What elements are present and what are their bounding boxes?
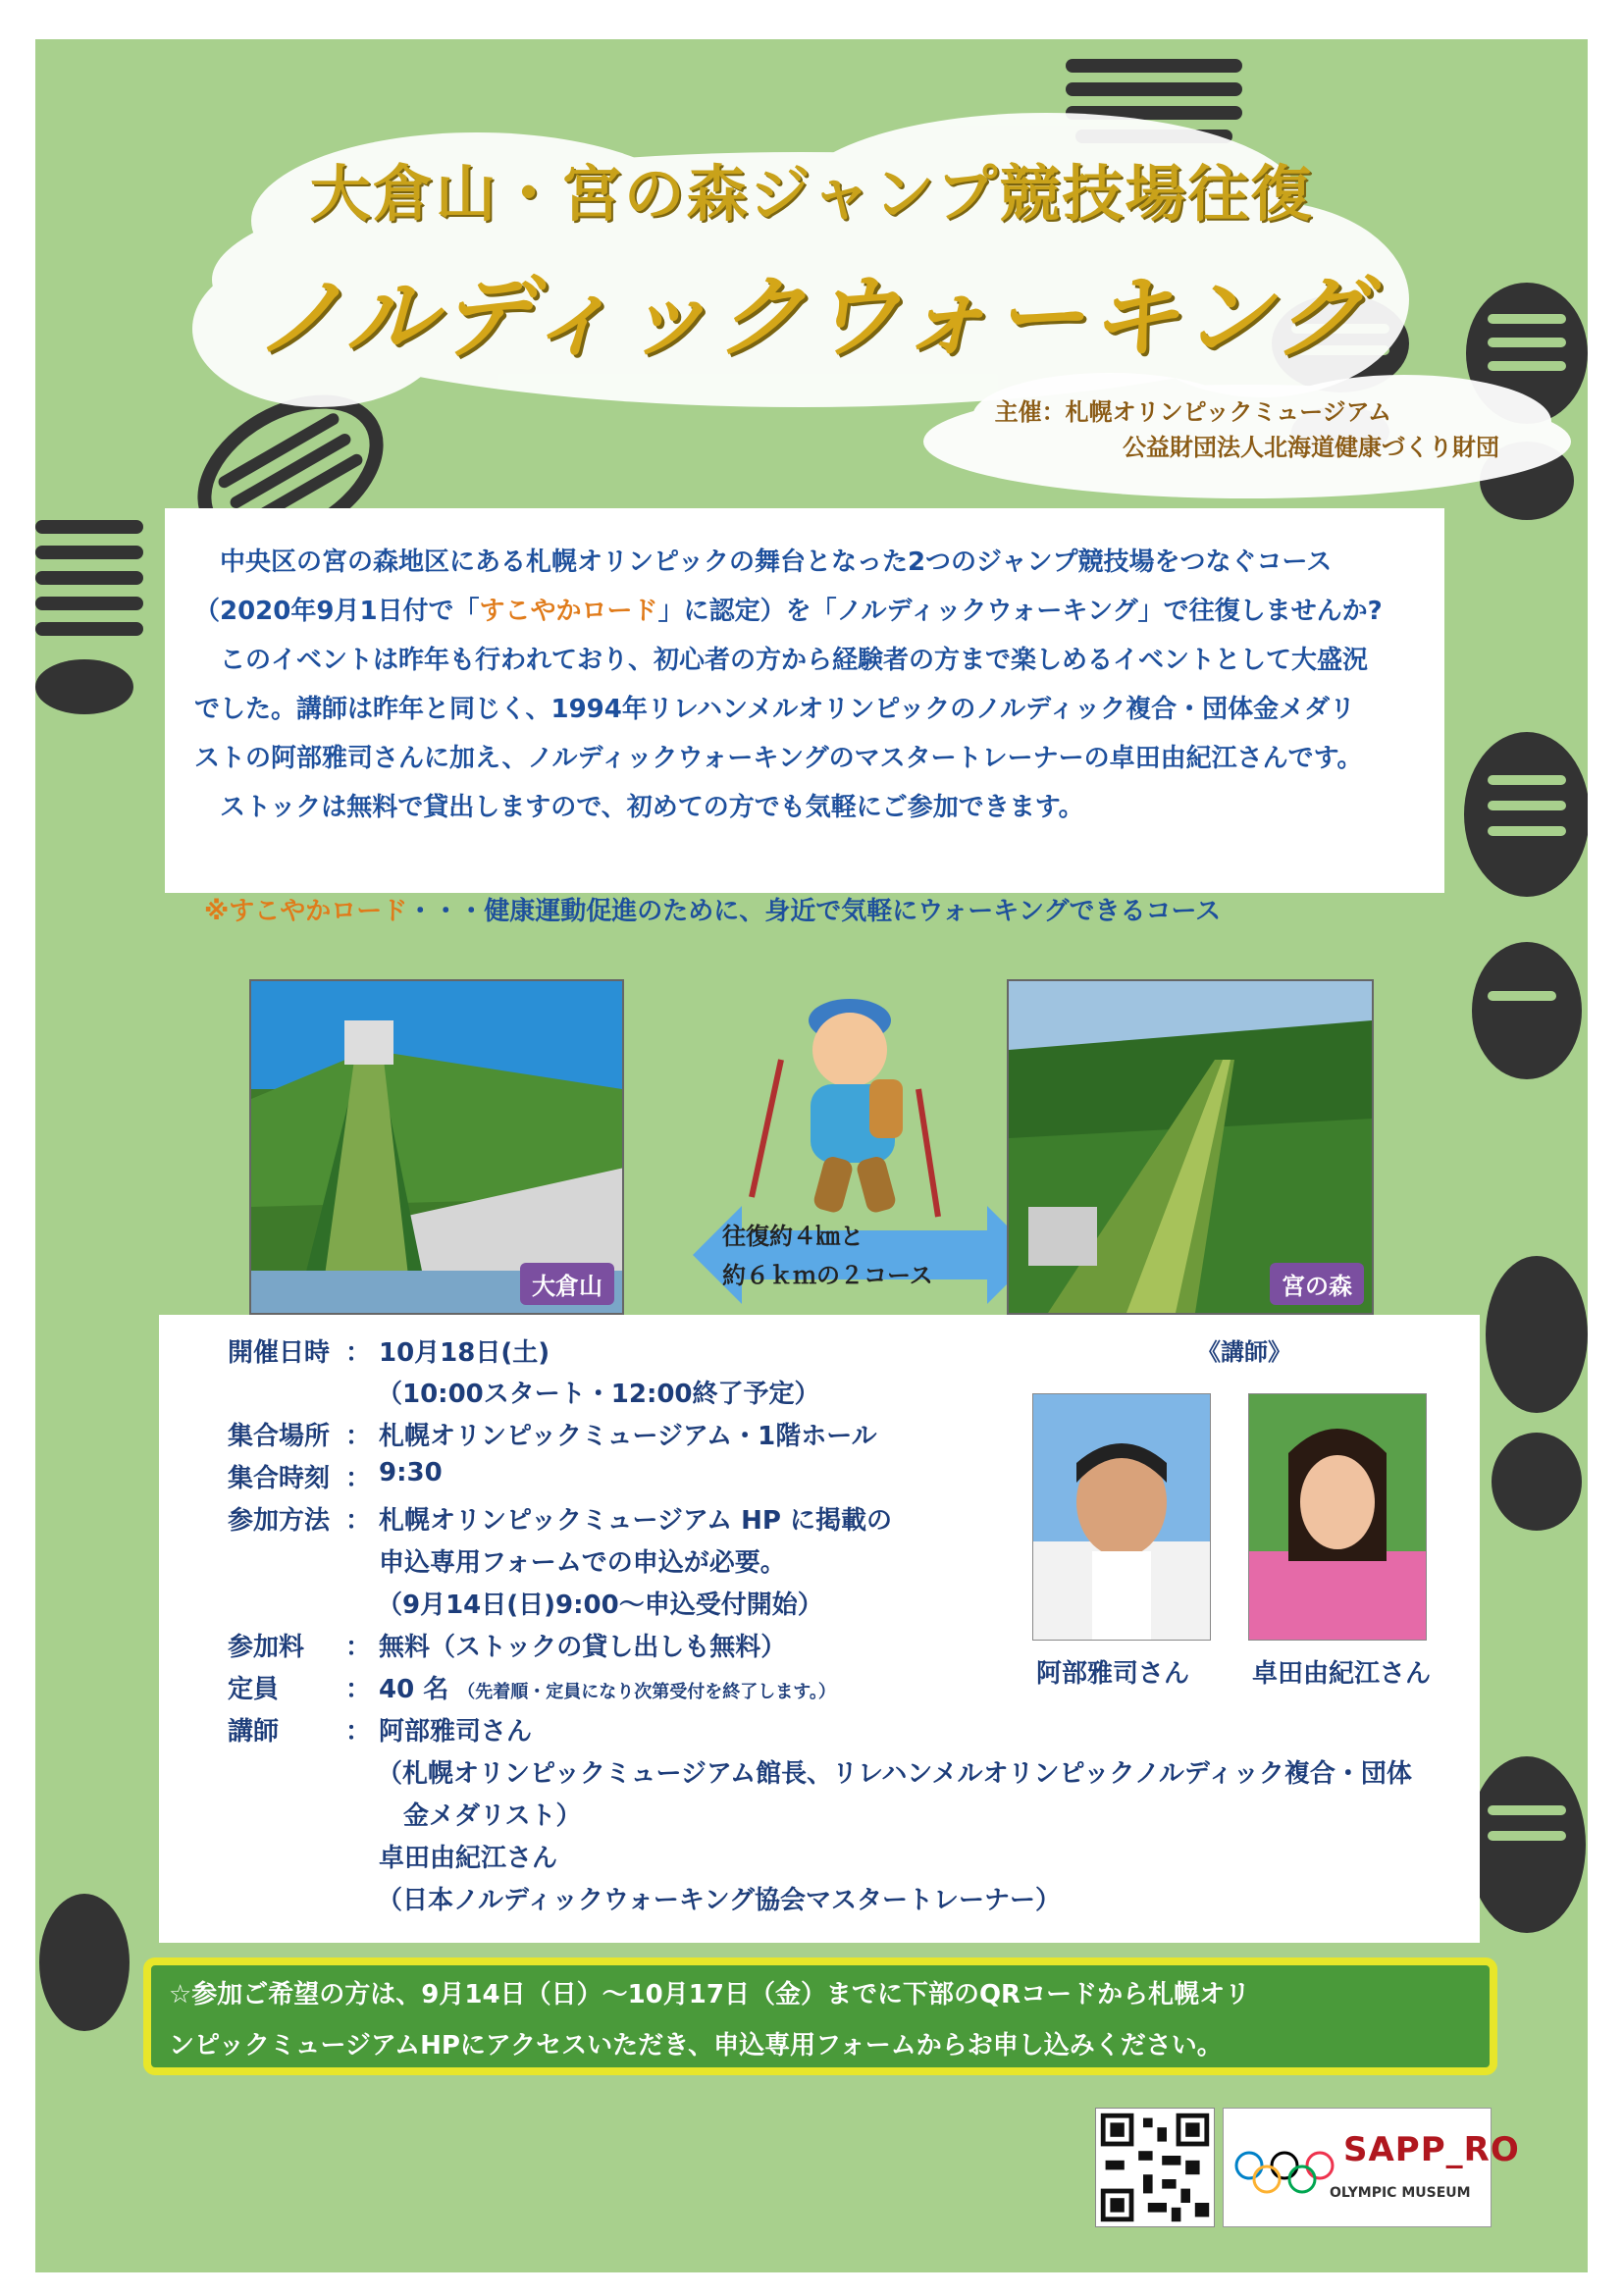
- sapporo-logo-text: SAPP_RO: [1343, 2130, 1520, 2169]
- intro-text: [194, 538, 1431, 832]
- date-label: 開催日時: [228, 1338, 331, 1368]
- method-label: 参加方法: [228, 1506, 331, 1536]
- capacity-value: [379, 1669, 836, 1705]
- method-value1: 札幌オリンピックミュージアム HP に掲載の: [379, 1506, 893, 1536]
- miyanomori-label: 宮の森: [1270, 1263, 1364, 1305]
- fee-colon: ：: [345, 1633, 372, 1662]
- meet-time-value: 9:30: [379, 1458, 443, 1487]
- olympic-rings-icon: [1233, 2148, 1335, 2197]
- date-value: 10月18日(土): [379, 1338, 550, 1368]
- footprint-icon: [1468, 1246, 1588, 1540]
- fee-label: 参加料: [228, 1633, 305, 1662]
- title-line2: ノルディックウォーキング: [254, 265, 1369, 370]
- lecturer2-portrait: [1249, 1394, 1426, 1640]
- lecturer-colon: ：: [345, 1717, 372, 1747]
- capacity-label: 定員: [228, 1675, 280, 1704]
- lecturer2-name: 卓田由紀江さん: [1252, 1659, 1432, 1689]
- intro-para2a: このイベントは昨年も行われており、初心者の方から経験者の方まで楽しめるイベントとして大盛況: [220, 646, 1369, 675]
- method-value2: 申込専用フォームでの申込が必要。: [379, 1548, 786, 1578]
- lecturer2-photo: [1248, 1393, 1427, 1641]
- sukoyaka-note: [204, 891, 1221, 927]
- intro-box: [165, 508, 1444, 893]
- qr-code[interactable]: [1095, 2108, 1215, 2227]
- meet-time-label: 集合時刻: [228, 1464, 331, 1493]
- intro-para1b-pre: （2020年9月1日付で「: [194, 597, 480, 626]
- lecturer1-portrait: [1033, 1394, 1210, 1640]
- intro-para1a: 中央区の宮の森地区にある札幌オリンピックの舞台となった2つのジャンプ競技場をつなぐコース: [220, 548, 1333, 577]
- apply-line1: ☆参加ご希望の方は、9月14日（日）～10月17日（金）までに下部のQRコードから札幌オリ: [169, 1980, 1251, 2009]
- sukoyaka-road-highlight: すこやかロード: [479, 597, 658, 626]
- venue-colon: ：: [345, 1422, 372, 1451]
- lecturer1-desc1: （札幌オリンピックミュージアム館長、リレハンメルオリンピックノルディック複合・団体: [377, 1759, 1412, 1789]
- footprint-icon: [35, 1884, 143, 2041]
- note-rest: ・・・健康運動促進のために、身近で気軽にウォーキングできるコース: [407, 897, 1222, 926]
- miyanomori-photo: [1007, 979, 1374, 1315]
- lecturer2-desc: （日本ノルディックウォーキング協会マスタートレーナー）: [377, 1886, 1062, 1915]
- intro-para1b-post: 」に認定）を「ノルディックウォーキング」で往復しませんか?: [657, 597, 1383, 626]
- course-line1: 往復約４㎞と: [722, 1223, 864, 1250]
- footprint-icon: [1448, 726, 1588, 1099]
- walker-illustration: [742, 981, 958, 1226]
- lecturer1-value: 阿部雅司さん: [379, 1717, 533, 1747]
- time-value: （10:00スタート・12:00終了予定）: [377, 1380, 820, 1409]
- lecturers-heading: 《講師》: [1197, 1338, 1291, 1366]
- museum-logo[interactable]: [1223, 2108, 1520, 2227]
- course-line2: 約６ｋｍの２コース: [722, 1262, 933, 1289]
- capacity-note: （先着順・定員になり次第受付を終了します。）: [457, 1682, 836, 1702]
- intro-para2c: ストの阿部雅司さんに加え、ノルディックウォーキングのマスタートレーナーの卓田由紀江さんです。: [194, 744, 1363, 773]
- intro-para1b: [194, 587, 1431, 636]
- lecturer1-photo: [1032, 1393, 1211, 1641]
- lecturer1-desc2: 金メダリスト）: [403, 1801, 582, 1831]
- lecturer1-name: 阿部雅司さん: [1036, 1659, 1190, 1689]
- date-colon: ：: [345, 1338, 372, 1368]
- intro-para2b: でした。講師は昨年と同じく、1994年リレハンメルオリンピックのノルディック複合・団体金メダリ: [194, 695, 1356, 724]
- footprint-icon: [35, 510, 163, 726]
- apply-box: [143, 1957, 1497, 2075]
- okurayama-photo: [249, 979, 624, 1315]
- apply-line2: ンピックミュージアムHPにアクセスいただき、申込専用フォームからお申し込みください。: [169, 2031, 1223, 2061]
- organizer-line2: 公益財団法人北海道健康づくり財団: [1123, 434, 1499, 461]
- method-value3: （9月14日(日)9:00～申込受付開始）: [377, 1591, 823, 1620]
- lecturer2-value: 卓田由紀江さん: [379, 1844, 558, 1873]
- capacity-colon: ：: [345, 1675, 372, 1704]
- okurayama-label: 大倉山: [520, 1263, 614, 1305]
- qr-code-pattern: [1096, 2109, 1214, 2226]
- venue-label: 集合場所: [228, 1422, 331, 1451]
- meet-time-colon: ：: [345, 1464, 372, 1493]
- organizer-line1: 主催：札幌オリンピックミュージアム: [994, 398, 1391, 426]
- intro-para3: ストックは無料で貸出しますので、初めての方でも気軽にご参加できます。: [220, 793, 1084, 822]
- olympic-museum-text: OLYMPIC MUSEUM: [1330, 2185, 1471, 2201]
- venue-value: 札幌オリンピックミュージアム・1階ホール: [379, 1422, 877, 1451]
- lecturer-label: 講師: [228, 1717, 280, 1747]
- capacity-number: 40 名: [379, 1675, 449, 1704]
- note-highlight: ※すこやかロード: [204, 897, 408, 926]
- fee-value: 無料（ストックの貸し出しも無料）: [379, 1633, 787, 1662]
- title-line1: 大倉山・宮の森ジャンプ競技場往復: [309, 158, 1314, 230]
- poster: [35, 39, 1588, 2272]
- method-colon: ：: [345, 1506, 372, 1536]
